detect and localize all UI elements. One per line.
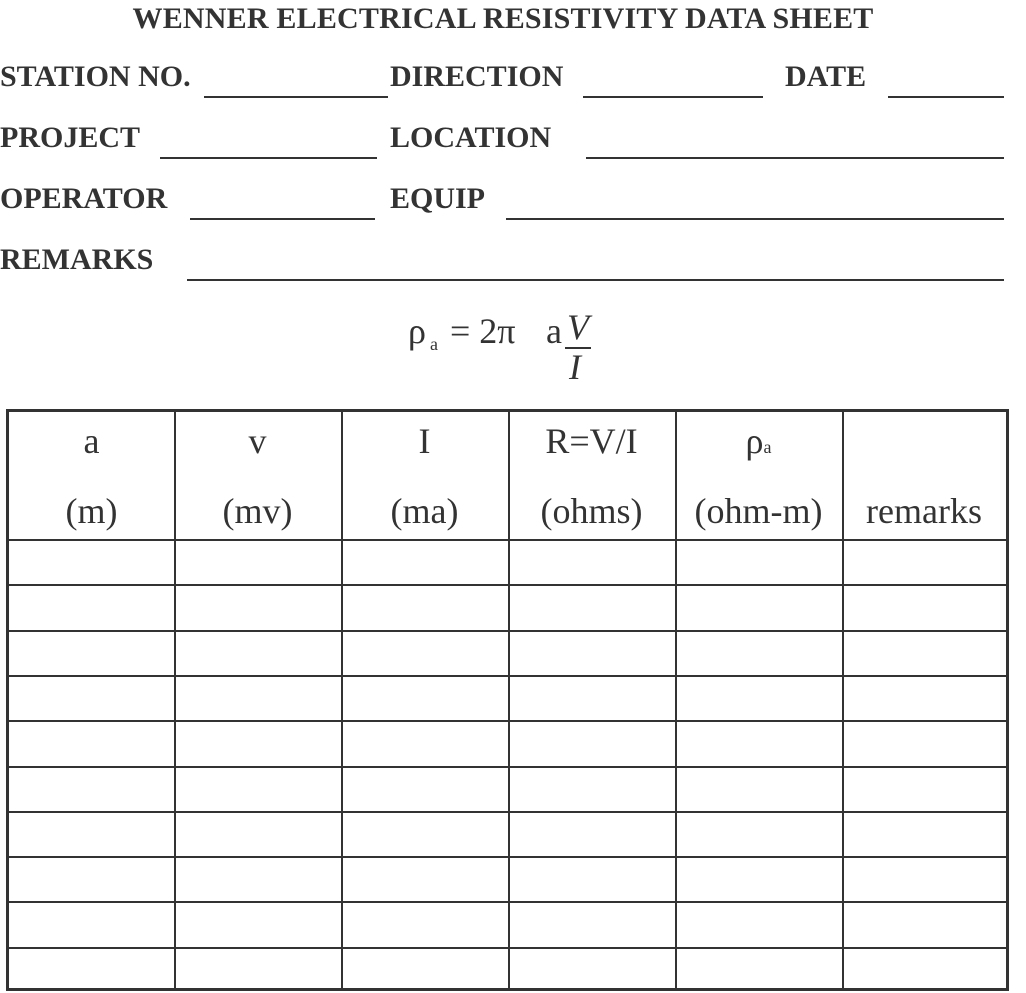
header-r	[508, 412, 675, 540]
table-cell[interactable]	[844, 677, 1005, 719]
table-cell[interactable]	[510, 768, 674, 810]
header-rho-subscript: a	[763, 437, 772, 457]
formula-a: a	[546, 311, 562, 351]
table-cell[interactable]	[844, 541, 1005, 583]
page-title: WENNER ELECTRICAL RESISTIVITY DATA SHEET	[132, 2, 874, 35]
table-cell[interactable]	[176, 586, 340, 628]
table-cell[interactable]	[11, 768, 173, 810]
formula-denominator: I	[569, 347, 581, 387]
header-v	[174, 412, 341, 540]
header-v-top: v	[248, 421, 267, 461]
header-rho	[675, 412, 842, 540]
table-cell[interactable]	[343, 768, 507, 810]
table-cell[interactable]	[343, 677, 507, 719]
project-field[interactable]	[160, 157, 377, 159]
table-cell[interactable]	[510, 858, 674, 900]
table-cell[interactable]	[11, 677, 173, 719]
table-cell[interactable]	[677, 632, 841, 674]
table-cell[interactable]	[677, 949, 841, 991]
table-cell[interactable]	[176, 541, 340, 583]
table-cell[interactable]	[677, 677, 841, 719]
table-cell[interactable]	[844, 858, 1005, 900]
table-cell[interactable]	[11, 903, 173, 945]
table-cell[interactable]	[176, 813, 340, 855]
header-remarks	[842, 412, 1006, 540]
table-cell[interactable]	[844, 768, 1005, 810]
date-field[interactable]	[888, 96, 1004, 98]
table-cell[interactable]	[11, 949, 173, 991]
table-cell[interactable]	[844, 903, 1005, 945]
table-cell[interactable]	[343, 858, 507, 900]
table-cell[interactable]	[11, 722, 173, 764]
table-cell[interactable]	[343, 632, 507, 674]
table-cell[interactable]	[844, 586, 1005, 628]
table-cell[interactable]	[343, 813, 507, 855]
table-cell[interactable]	[510, 903, 674, 945]
formula-equals: = 2π	[450, 311, 516, 351]
table-cell[interactable]	[176, 949, 340, 991]
header-i	[341, 412, 508, 540]
header-a-unit: (m)	[65, 491, 118, 531]
direction-label: DIRECTION	[390, 60, 564, 93]
header-r-top: R=V/I	[545, 421, 638, 461]
table-cell[interactable]	[677, 541, 841, 583]
header-r-unit: (ohms)	[540, 491, 643, 531]
table-cell[interactable]	[176, 858, 340, 900]
table-cell[interactable]	[510, 722, 674, 764]
header-rho-unit: (ohm-m)	[694, 491, 823, 531]
operator-label: OPERATOR	[0, 182, 168, 215]
formula-numerator: V	[567, 307, 589, 347]
table-cell[interactable]	[677, 813, 841, 855]
table-cell[interactable]	[176, 903, 340, 945]
table-cell[interactable]	[11, 632, 173, 674]
table-cell[interactable]	[844, 632, 1005, 674]
table-cell[interactable]	[677, 858, 841, 900]
table-cell[interactable]	[510, 813, 674, 855]
table-cell[interactable]	[844, 813, 1005, 855]
table-cell[interactable]	[677, 903, 841, 945]
location-label: LOCATION	[390, 121, 552, 154]
location-field[interactable]	[586, 157, 1004, 159]
operator-field[interactable]	[190, 218, 375, 220]
header-rho-top	[675, 420, 842, 462]
table-cell[interactable]	[176, 632, 340, 674]
table-cell[interactable]	[343, 722, 507, 764]
table-cell[interactable]	[844, 722, 1005, 764]
table-cell[interactable]	[510, 586, 674, 628]
table-cell[interactable]	[343, 949, 507, 991]
table-cell[interactable]	[844, 949, 1005, 991]
table-cell[interactable]	[510, 632, 674, 674]
remarks-label: REMARKS	[0, 243, 154, 276]
header-a-top: a	[83, 421, 100, 461]
formula-rho-subscript: a	[430, 334, 438, 354]
direction-field[interactable]	[583, 96, 763, 98]
data-table	[6, 409, 1009, 991]
header-rho-symbol: ρ	[745, 421, 764, 461]
formula-rho: ρ	[408, 311, 426, 351]
station-no-label: STATION NO.	[0, 60, 191, 93]
table-cell[interactable]	[343, 541, 507, 583]
table-cell[interactable]	[176, 768, 340, 810]
header-v-unit: (mv)	[222, 491, 293, 531]
table-cell[interactable]	[11, 813, 173, 855]
header-i-top: I	[418, 421, 431, 461]
table-cell[interactable]	[343, 903, 507, 945]
date-label: DATE	[785, 60, 867, 93]
project-label: PROJECT	[0, 121, 141, 154]
remarks-field[interactable]	[187, 279, 1004, 281]
table-cell[interactable]	[11, 586, 173, 628]
table-cell[interactable]	[510, 949, 674, 991]
table-cell[interactable]	[510, 677, 674, 719]
table-cell[interactable]	[176, 722, 340, 764]
table-cell[interactable]	[677, 586, 841, 628]
table-cell[interactable]	[510, 541, 674, 583]
equip-field[interactable]	[506, 218, 1004, 220]
header-remarks-label: remarks	[866, 491, 982, 531]
table-cell[interactable]	[11, 858, 173, 900]
header-i-unit: (ma)	[390, 491, 459, 531]
table-cell[interactable]	[343, 586, 507, 628]
table-cell[interactable]	[677, 722, 841, 764]
table-cell[interactable]	[176, 677, 340, 719]
table-cell[interactable]	[11, 541, 173, 583]
station-no-field[interactable]	[204, 96, 388, 98]
header-a	[9, 412, 174, 540]
table-cell[interactable]	[677, 768, 841, 810]
equip-label: EQUIP	[390, 182, 486, 215]
